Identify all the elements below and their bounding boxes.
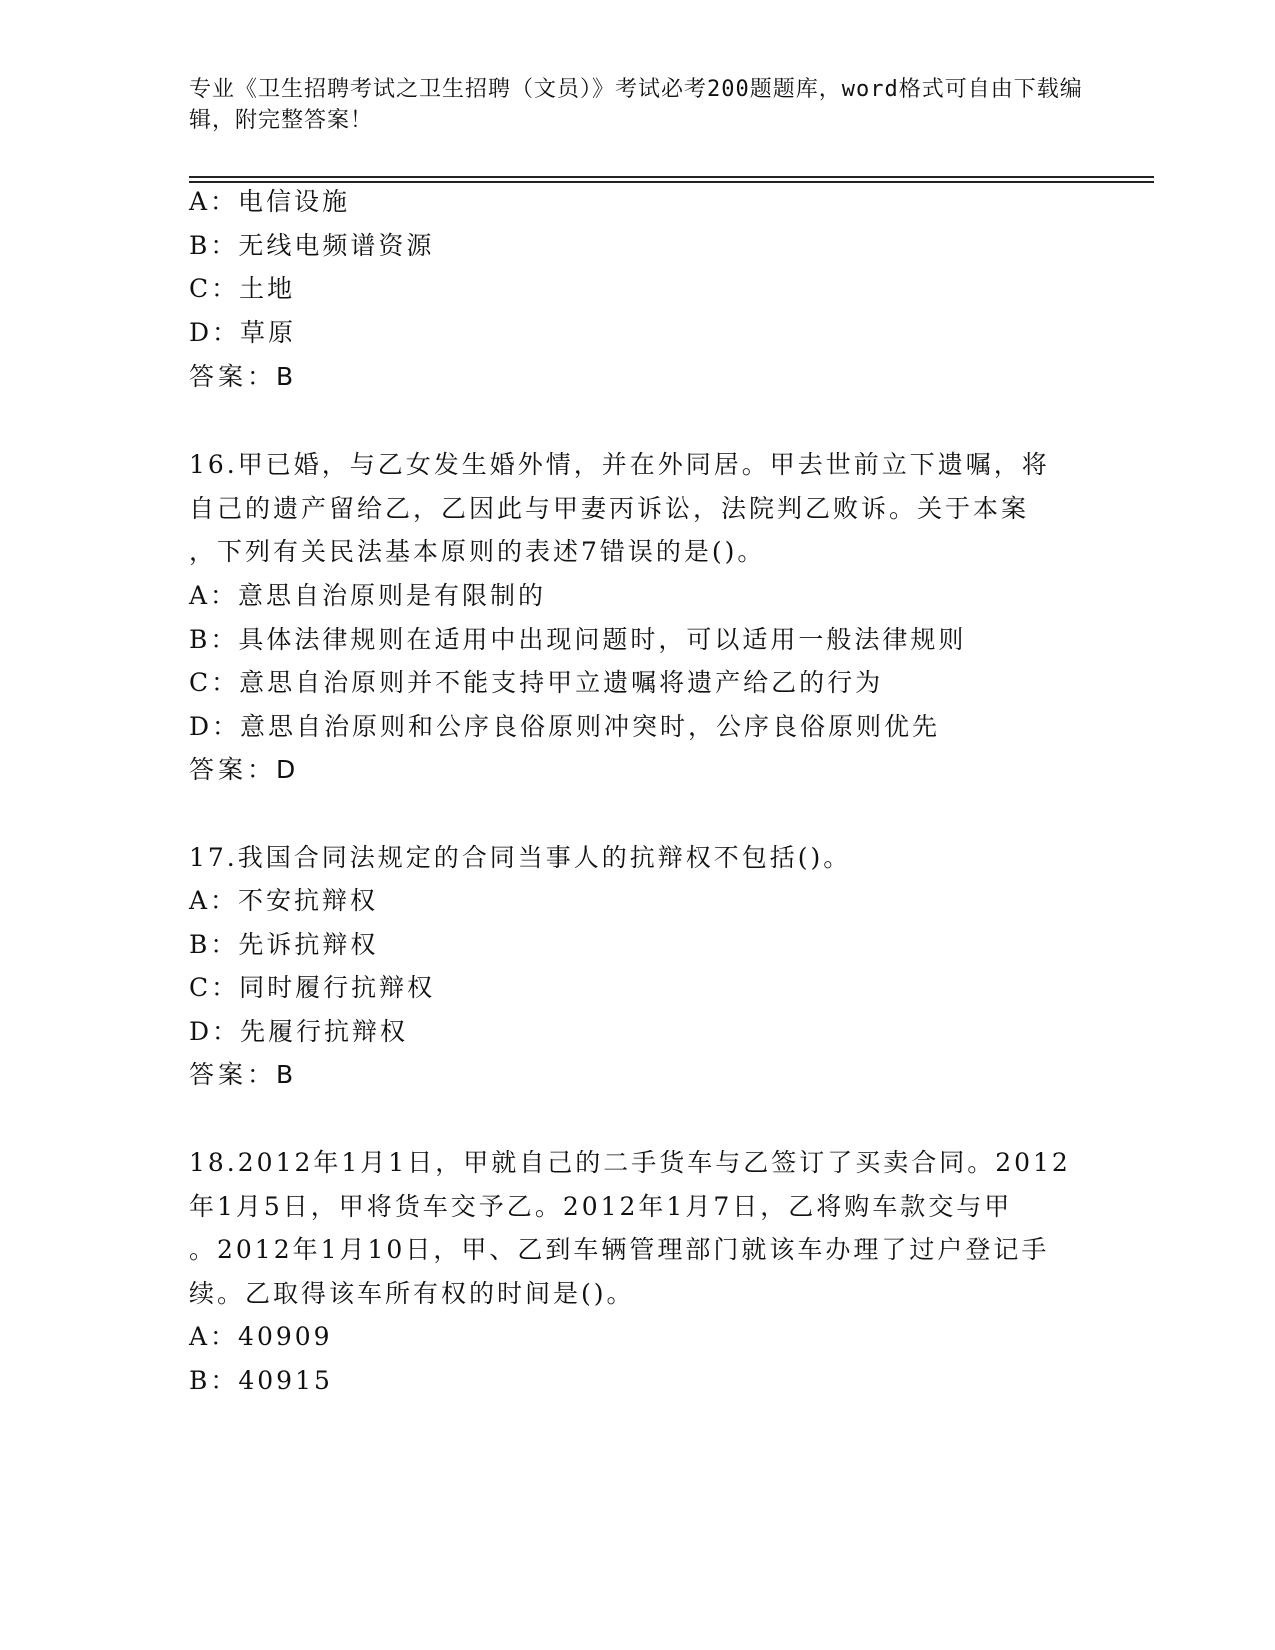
q16-option-d: D：意思自治原则和公序良俗原则冲突时，公序良俗原则优先 bbox=[189, 712, 941, 741]
q17-option-b: B：先诉抗辩权 bbox=[189, 930, 379, 959]
q15-option-b: B：无线电频谱资源 bbox=[189, 231, 435, 260]
q15-option-c: C：土地 bbox=[189, 274, 296, 303]
q18-stem-line-3: 。2012年1月10日，甲、乙到车辆管理部门就该车办理了过户登记手 bbox=[189, 1235, 1050, 1264]
answer-value: B bbox=[276, 362, 296, 391]
q17-option-d: D：先履行抗辩权 bbox=[189, 1017, 409, 1046]
document-header: 专业《卫生招聘考试之卫生招聘（文员）》考试必考200题题库，word格式可自由下载编辑，附完整答案！ bbox=[189, 77, 1083, 133]
answer-value: B bbox=[276, 1060, 296, 1089]
answer-label: 答案： bbox=[189, 755, 277, 784]
answer-value: D bbox=[276, 755, 298, 784]
q16-stem-line-1: 16.甲已婚，与乙女发生婚外情，并在外同居。甲去世前立下遗嘱，将 bbox=[189, 450, 1050, 479]
q15-option-a: A：电信设施 bbox=[189, 187, 351, 216]
q15-option-d: D：草原 bbox=[189, 318, 297, 347]
answer-label: 答案： bbox=[189, 1060, 277, 1089]
answer-label: 答案： bbox=[189, 362, 277, 391]
q15-answer bbox=[189, 361, 295, 393]
q18-stem-line-2: 年1月5日，甲将货车交予乙。2012年1月7日，乙将购车款交与甲 bbox=[189, 1192, 1013, 1221]
q16-stem-line-3: ，下列有关民法基本原则的表述7错误的是()。 bbox=[189, 537, 766, 566]
q16-option-a: A：意思自治原则是有限制的 bbox=[189, 581, 547, 610]
q17-option-c: C：同时履行抗辩权 bbox=[189, 973, 436, 1002]
q18-option-a: A：40909 bbox=[189, 1322, 333, 1351]
header-divider-bottom bbox=[189, 181, 1154, 183]
q18-option-b: B：40915 bbox=[189, 1366, 333, 1395]
q17-stem-line-1: 17.我国合同法规定的合同当事人的抗辩权不包括()。 bbox=[189, 843, 852, 872]
q18-stem-line-1: 18.2012年1月1日，甲就自己的二手货车与乙签订了买卖合同。2012 bbox=[189, 1148, 1071, 1177]
q16-option-c: C：意思自治原则并不能支持甲立遗嘱将遗产给乙的行为 bbox=[189, 668, 884, 697]
q16-answer bbox=[189, 754, 297, 786]
header-divider-top bbox=[189, 176, 1154, 178]
q16-option-b: B：具体法律规则在适用中出现问题时，可以适用一般法律规则 bbox=[189, 625, 967, 654]
q17-answer bbox=[189, 1059, 295, 1091]
q18-stem-line-4: 续。乙取得该车所有权的时间是()。 bbox=[189, 1279, 635, 1308]
q17-option-a: A：不安抗辩权 bbox=[189, 886, 379, 915]
q16-stem-line-2: 自己的遗产留给乙，乙因此与甲妻丙诉讼，法院判乙败诉。关于本案 bbox=[189, 494, 1030, 523]
